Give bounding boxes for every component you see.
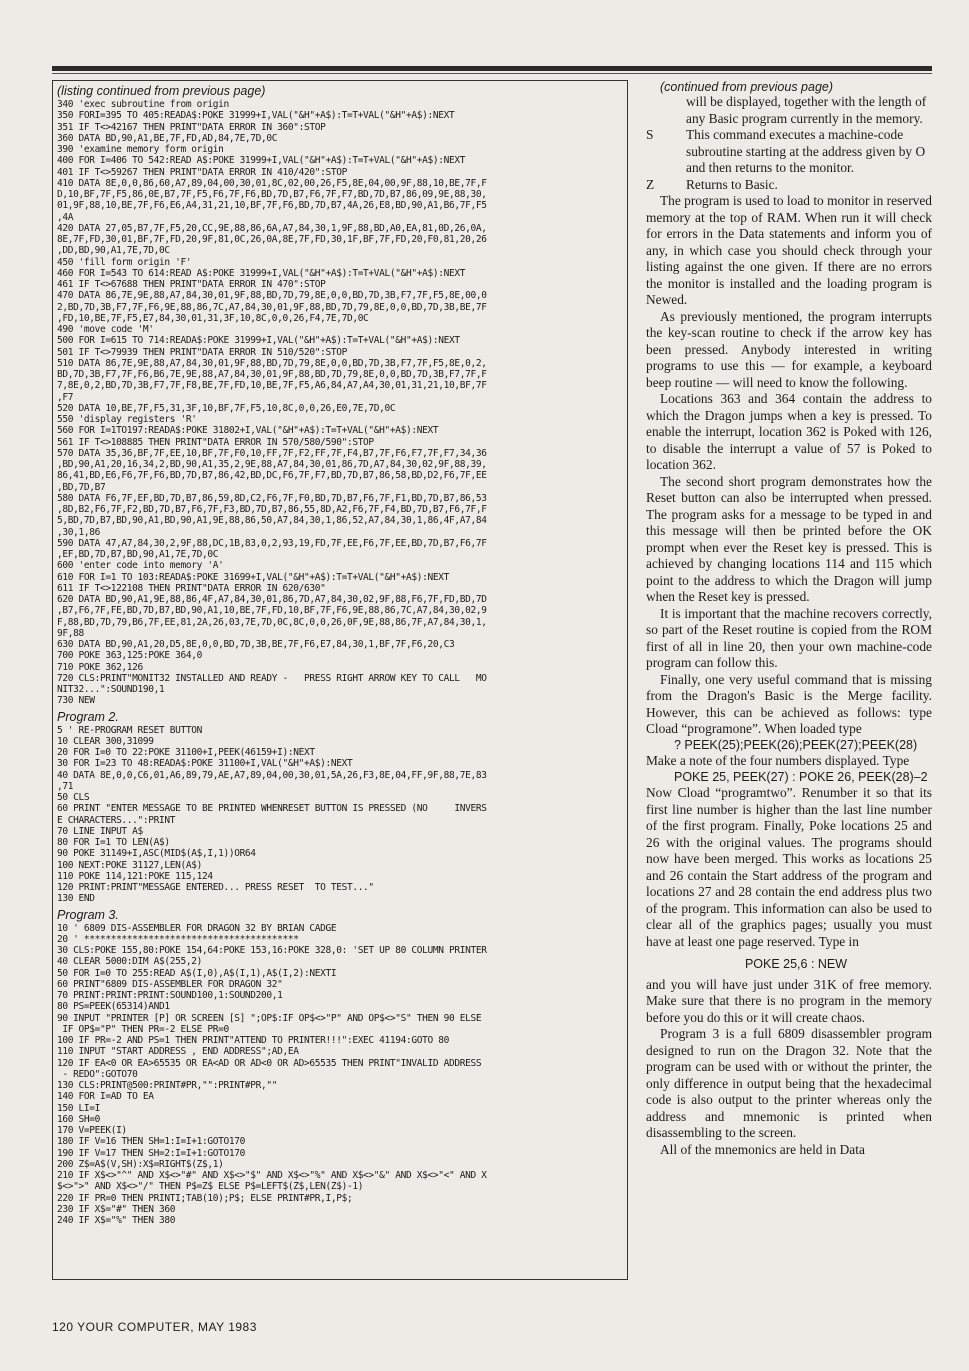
paragraph-9: and you will have just under 31K of free memory. Make sure that there is no program in the memory before you do this or it will create chaos. <box>646 976 932 1025</box>
paragraph-2: As previously mentioned, the program interrupts the key-scan routine to check if the arrow key has been pressed. Anybody interested in writing programs to use this — for example, a keyboard beep routine — will need to know the following. <box>646 308 932 390</box>
program3-listing: 10 ' 6809 DIS-ASSEMBLER FOR DRAGON 32 BY BRIAN CADGE 20 ' **************************************** 30 CLS:POKE 155,80:POKE 154,64:POKE 153,16:POKE 328,0: 'SET UP 80 COLUMN PRINTER 40 CLEAR 5000:DIM A$(255,2) 50 FOR I=0 TO 255:READ A$(I,0),A$(I,1),A$(I,2):NEXTI 60 PRINT"6809 DIS-ASSEMBLER FOR DRAGON 32" 70 PRINT:PRINT:PRINT:SOUND100,1:SOUND200,1 80 PS=PEEK(65314)AND1 90 INPUT "PRINTER [P] OR SCREEN [S] ";OP$:IF OP$<>"P" AND OP$<>"S" THEN 90 ELSE IF OP$="P" THEN PR=-2 ELSE PR=0 100 IF PR=-2 AND PS=1 THEN PRINT"ATTEND TO PRINTER!!!":EXEC 41194:GOTO 80 110 INPUT "START ADDRESS , END ADDRESS";AD,EA 120 IF EA<0 OR EA>65535 OR EA<AD OR AD<0 OR AD>65535 THEN PRINT"INVALID ADDRESS - REDO":GOTO70 130 CLS:PRINT@500:PRINT#PR,"":PRINT#PR,"" 140 FOR I=AD TO EA 150 LI=I 160 SH=0 170 V=PEEK(I) 180 IF V=16 THEN SH=1:I=I+1:GOTO170 190 IF V=17 THEN SH=2:I=I+1:GOTO170 200 Z$=A$(V,SH):X$=RIGHT$(Z$,1) 210 IF X$<>"^" AND X$<>"#" AND X$<>"$" AND X$<>"%" AND X$<>"&" AND X$<>"<" AND X $<>">" AND X$<>"/" THEN P$=Z$ ELSE P$=LEFT$(Z$,LEN(Z$)-1) 220 IF PR=0 THEN PRINTI;TAB(10);P$; ELSE PRINT#PR,I,P$; 230 IF X$="#" THEN 360 240 IF X$="%" THEN 380 <box>57 922 487 1226</box>
paragraph-7: Make a note of the four numbers displayed. Type <box>646 753 910 768</box>
command-s-key: S <box>646 127 654 142</box>
program2-title: Program 2. <box>57 709 119 724</box>
paragraph-6: Finally, one very useful command that is missing from the Dragon's Basic is the Merge facility. However, this can be achieved as follows: type Cload “programone”. When loaded type <box>646 671 932 736</box>
program1-listing: 340 'exec subroutine from origin 350 FORI=395 TO 405:READA$:POKE 31999+I,VAL("&H"+A$):T=T+VAL("&H"+A$):NEXT 351 IF T<>42167 THEN PRINT"DATA ERROR IN 360":STOP 360 DATA BD,90,A1,BE,7F,FD,AD,84,7E,7D,0C 390 'examine memory form origin 400 FOR I=406 TO 542:READ A$:POKE 31999+I,VAL("&H"+A$):T=T+VAL("&H"+A$):NEXT 401 IF T<>59267 THEN PRINT"DATA ERROR IN 410/420":STOP 410 DATA 8E,0,0,86,60,A7,89,04,00,30,01,8C,02,00,26,F5,8E,04,00,9F,88,10,BE,7F,F D,10,BF,7F,F5,86,0E,B7,7F,F5,F6,7F,F6,BD,7D,B7,F6,7F,F7,BD,7D,B7,86,09,9E,88,30, 01,9F,88,10,BE,7F,F6,E6,A4,31,21,10,BF,7F,F6,BD,7D,B7,4A,26,E8,BD,90,A1,B6,7F,F5 ,4A 420 DATA 27,05,B7,7F,F5,20,CC,9E,88,86,6A,A7,84,30,1,9F,88,BD,A0,EA,81,0D,26,0A, 8E,7F,FD,30,01,BF,7F,FD,20,9F,81,0C,26,0A,8E,7F,FD,30,1F,BF,7F,FD,20,F0,81,20,26 ,DD,BD,90,A1,7E,7D,0C 450 'fill form origin 'F' 460 FOR I=543 TO 614:READ A$:POKE 31999+I,VAL("&H"+A$):T=T+VAL("&H"+A$):NEXT 461 IF T<>67688 THEN PRINT"DATA ERROR IN 470":STOP 470 DATA 86,7E,9E,88,A7,84,30,01,9F,88,BD,7D,79,8E,0,0,BD,7D,3B,F7,7F,F5,8E,00,0 2,BD,7D,3B,F7,7F,F6,9E,88,86,7C,A7,84,30,01,9F,88,BD,7D,79,8E,0,0,BD,7D,3B,BE,7F ,FD,10,BE,7F,F5,E7,84,30,01,31,3F,10,8C,0,0,26,F4,7E,7D,0C 490 'move code 'M' 500 FOR I=615 TO 714:READA$:POKE 31999+I,VAL("&H"+A$):T=T+VAL("&H"+A$):NEXT 501 IF T<>79939 THEN PRINT"DATA ERROR IN 510/520":STOP 510 DATA 86,7E,9E,88,A7,84,30,01,9F,88,BD,7D,79,8E,0,0,BD,7D,3B,F7,7F,F5,8E,0,2, BD,7D,3B,F7,7F,F6,B6,7E,9E,88,A7,84,30,01,9F,88,BD,7D,79,8E,0,0,BD,7D,3B,F7,7F,F 7,8E,0,2,BD,7D,3B,F7,7F,F8,BE,7F,FD,10,BE,7F,F5,A6,84,A7,A4,30,01,31,21,10,BF,7F ,F7 520 DATA 10,BE,7F,F5,31,3F,10,BF,7F,F5,10,8C,0,0,26,E0,7E,7D,0C 550 'display registers 'R' 560 FOR I=1TO197:READA$:POKE 31802+I,VAL("&H"+A$):T=T+VAL("&H"+A$):NEXT 561 IF T<>108885 THEN PRINT"DATA ERROR IN 570/580/590":STOP 570 DATA 35,36,BF,7F,EE,10,BF,7F,F0,10,FF,7F,F2,FF,7F,F4,B7,7F,F6,F7,7F,F7,34,36 ,BD,90,A1,20,16,34,2,BD,90,A1,35,2,9E,88,A7,84,30,01,86,7D,A7,84,30,02,9F,88,39, 86,41,BD,E6,F6,7F,F6,BD,7D,B7,86,42,BD,DC,F6,7F,F7,BD,7D,B7,86,58,BD,D2,F6,7F,EE ,BD,7D,B7 580 DATA F6,7F,EF,BD,7D,B7,86,59,8D,C2,F6,7F,F0,BD,7D,B7,F6,7F,F1,BD,7D,B7,86,53 ,8D,B2,F6,7F,F2,BD,7D,B7,F6,7F,F3,BD,7D,B7,86,55,8D,A2,F6,7F,F4,BD,7D,B7,F6,7F,F 5,BD,7D,B7,BD,90,A1,BD,90,A1,9E,88,86,50,A7,84,30,1,86,52,A7,84,30,1,86,4F,A7,84 ,30,1,86 590 DATA 47,A7,84,30,2,9F,88,DC,1B,83,0,2,93,19,FD,7F,EE,F6,7F,EE,BD,7D,B7,F6,7F ,EF,BD,7D,B7,BD,90,A1,7E,7D,0C 600 'enter code into memory 'A' 610 FOR I=1 TO 103:READA$:POKE 31699+I,VAL("&H"+A$):T=T+VAL("&H"+A$):NEXT 611 IF T<>122108 THEN PRINT"DATA ERROR IN 620/630" 620 DATA BD,90,A1,9E,88,86,4F,A7,84,30,01,86,7D,A7,84,30,02,9F,88,F6,7F,FD,BD,7D ,B7,F6,7F,FE,BD,7D,B7,BD,90,A1,10,BE,7F,FD,10,BF,7F,F6,9E,88,86,7C,A7,84,30,02,9 F,88,BD,7D,79,B6,7F,EE,81,2A,26,03,7E,7D,0C,8C,0,0,26,0F,9E,88,86,7F,A7,84,30,1, 9F,88 630 DATA BD,90,A1,20,D5,8E,0,0,BD,7D,3B,BE,7F,F6,E7,84,30,1,BF,7F,F6,20,C3 700 POKE 363,125:POKE 364,0 710 POKE 362,126 720 CLS:PRINT"MONIT32 INSTALLED AND READY - PRESS RIGHT ARROW KEY TO CALL MO NIT32...":SOUND190,1 730 NEW <box>57 99 487 707</box>
header-rule-thin <box>52 73 932 74</box>
command-s-desc: This command executes a machine-code subroutine starting at the address given by O and then returns to the monitor. <box>686 127 926 175</box>
page-footer: 120 YOUR COMPUTER, MAY 1983 <box>52 1320 257 1334</box>
command-z-key: Z <box>646 176 655 192</box>
paragraph-4: The second short program demonstrates how the Reset button can also be interrupted when pressed. The program asks for a message to be typed in and this message will then be printed before the OK prompt when ever the Reset key is pressed. This is achieved by changing locations 114 and 115 which point to the address to which the Dragon will jump when the Reset key is pressed. <box>646 473 932 604</box>
listing-box <box>52 80 628 1280</box>
article-continued-note: (continued from previous page) <box>660 80 834 94</box>
paragraph-11: All of the mnemonics are held in Data <box>660 1141 865 1157</box>
command-continued-text: will be displayed, together with the length of any Basic program currently in the memory. <box>686 94 927 126</box>
code-poke: POKE 25, PEEK(27) : POKE 26, PEEK(28)–2 <box>674 769 928 784</box>
article-column <box>646 80 932 1158</box>
command-z <box>646 177 932 194</box>
command-z-desc: Returns to Basic. <box>686 176 778 192</box>
paragraph-3: Locations 363 and 364 contain the address to which the Dragon jumps when a key is pressed. To enable the interrupt, location 362 is Poked with 126, to disable the interrupt a value of 57 is Poked to location 362. <box>646 391 932 472</box>
paragraph-5: It is important that the machine recovers correctly, so part of the Reset routine is copied from the ROM first of all in line 20, then your own machine-code program can follow this. <box>646 605 932 670</box>
program2-listing: 5 ' RE-PROGRAM RESET BUTTON 10 CLEAR 300,31099 20 FOR I=0 TO 22:POKE 31100+I,PEEK(46159+I):NEXT 30 FOR I=23 TO 48:READA$:POKE 31100+I,VAL("&H"+A$):NEXT 40 DATA 8E,0,0,C6,01,A6,89,79,AE,A7,89,04,00,30,01,5A,26,F3,8E,04,FF,9F,88,7E,83 ,71 50 CLS 60 PRINT "ENTER MESSAGE TO BE PRINTED WHENRESET BUTTON IS PRESSED (NO INVERS E CHARACTERS...":PRINT 70 LINE INPUT A$ 80 FOR I=1 TO LEN(A$) 90 POKE 31149+I,ASC(MID$(A$,I,1))OR64 100 NEXT:POKE 31127,LEN(A$) 110 POKE 114,121:POKE 115,124 120 PRINT:PRINT"MESSAGE ENTERED... PRESS RESET TO TEST..." 130 END <box>57 724 487 905</box>
program3-title: Program 3. <box>57 907 119 922</box>
command-continued <box>646 94 932 127</box>
paragraph-1: The program is used to load to monitor in reserved memory at the top of RAM. When run it will check for errors in the Data statements and inform you of any, in which case you should check through your listing against the one given. If there are no errors the monitor is installed and the loading program is Newed. <box>646 193 932 307</box>
paragraph-8: Now Cload “programtwo”. Renumber it so that its first line number is higher than the last line number of the first program. Finally, Poke locations 25 and 26 with the original values. The programs should now have been merged. This works as locations 25 and 26 contain the Start address of the program and locations 27 and 28 contain the end address plus two of the program. This information can also be used to clear all of the graphics pages; usually you must have at least one page reserved. Type in <box>646 785 932 949</box>
command-s <box>646 127 932 177</box>
code-new: POKE 25,6 : NEW <box>744 957 848 971</box>
code-peek: ? PEEK(25);PEEK(26);PEEK(27);PEEK(28) <box>674 737 918 752</box>
listing-continued-note: (listing continued from previous page) <box>57 84 266 98</box>
header-rule <box>52 66 932 71</box>
paragraph-10: Program 3 is a full 6809 disassembler program designed to run on the Dragon 32. Note that the program can be used with or without the printer, the only difference in output being that the hexadecimal code is also output to the printer whereas only the address and mnemonic is printed when disassembling to the screen. <box>646 1026 932 1140</box>
